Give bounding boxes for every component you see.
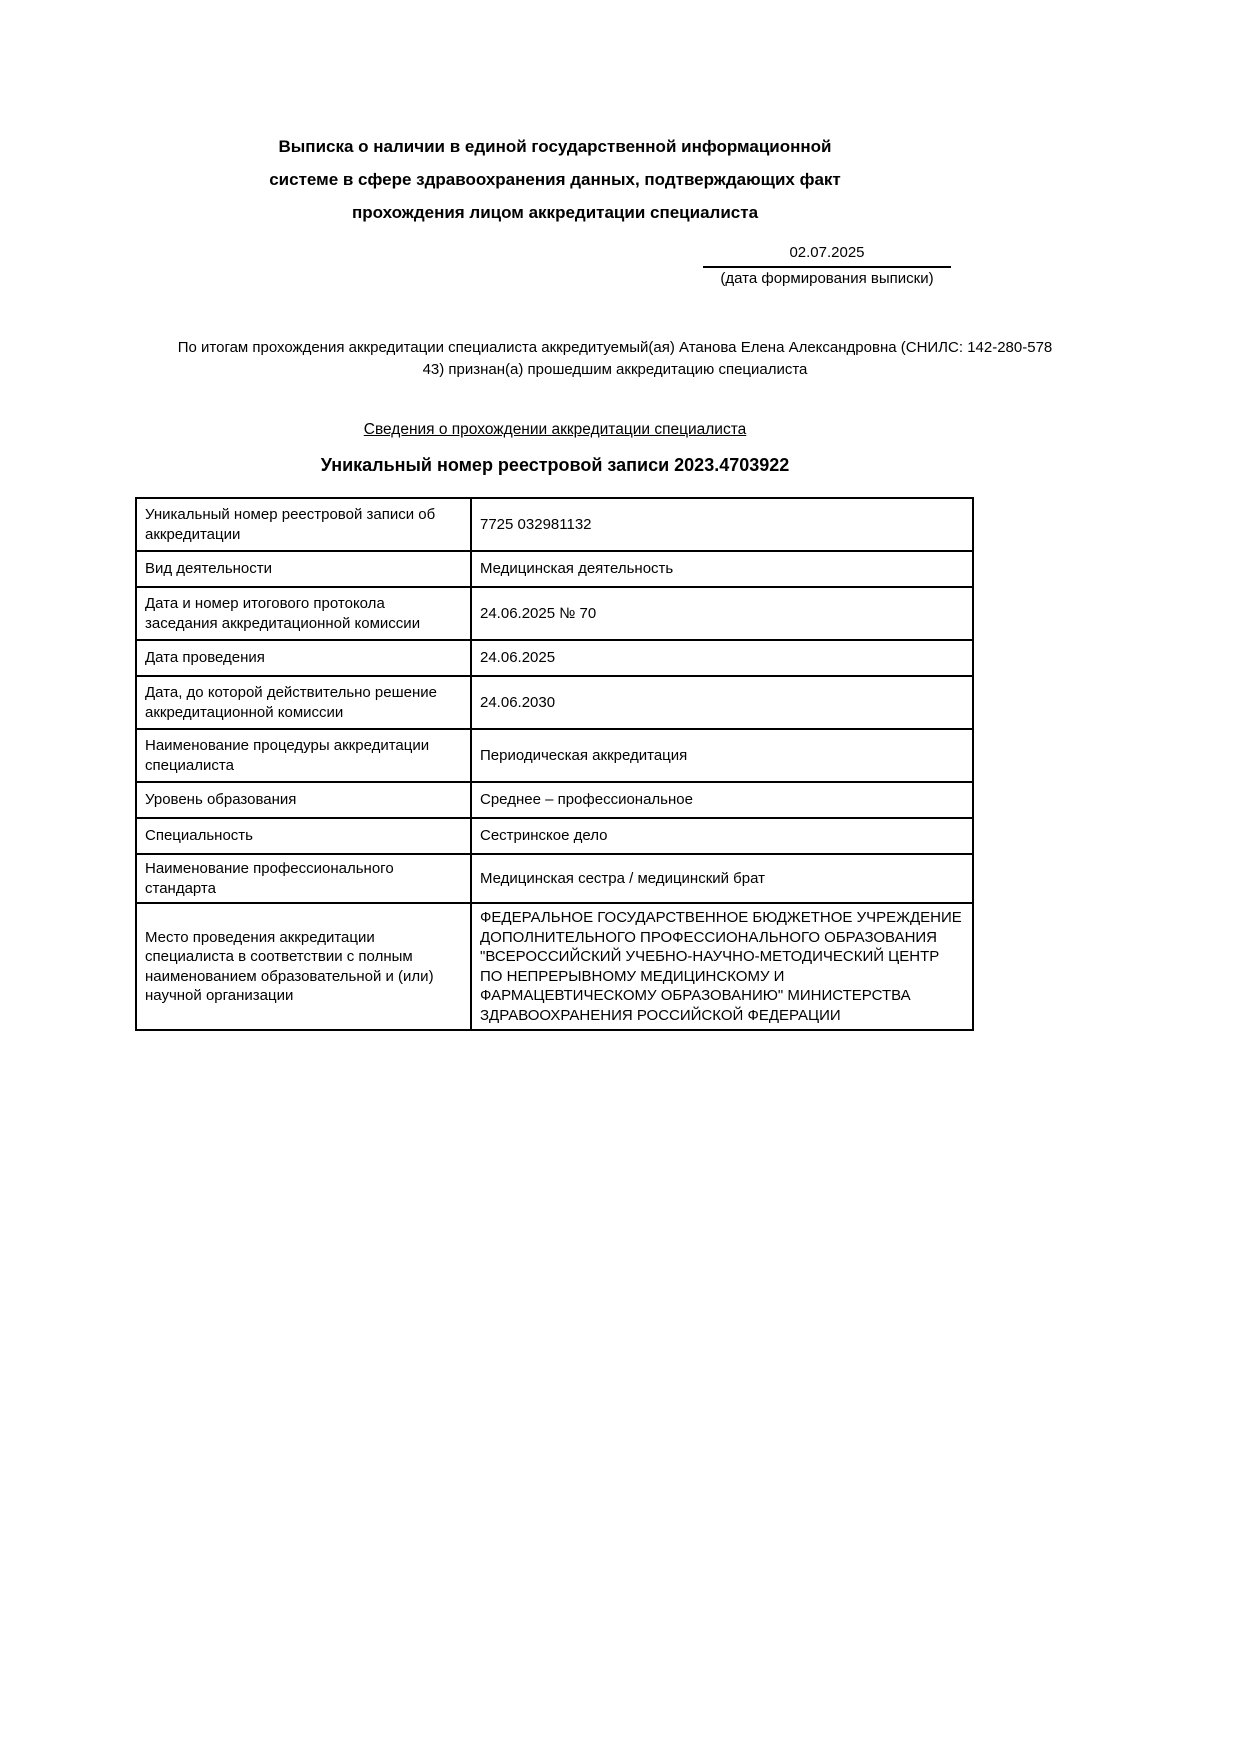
row-label: Дата и номер итогового протокола заседания аккредитационной комиссии [136,587,471,640]
table-row [136,551,973,587]
row-label: Наименование профессионального стандарта [136,854,471,903]
row-label: Специальность [136,818,471,854]
row-value: 24.06.2025 [471,640,973,676]
generation-date-value: 02.07.2025 [703,243,951,268]
row-value: 24.06.2025 № 70 [471,587,973,640]
row-value: Среднее – профессиональное [471,782,973,818]
summary-line: 43) признан(а) прошедшим аккредитацию специалиста [422,361,808,378]
row-label: Наименование процедуры аккредитации специалиста [136,729,471,782]
accreditation-table [135,497,974,1031]
row-label: Дата, до которой действительно решение аккредитационной комиссии [136,676,471,729]
row-value: Медицинская сестра / медицинский брат [471,854,973,903]
table-row [136,903,973,1030]
generation-date-caption: (дата формирования выписки) [720,270,934,287]
row-value: Сестринское дело [471,818,973,854]
row-label: Уникальный номер реестровой записи об аккредитации [136,498,471,551]
table-row [136,587,973,640]
document-title-line: прохождения лицом аккредитации специалиста [351,203,759,222]
row-label: Вид деятельности [136,551,471,587]
table-row [136,854,973,903]
summary-paragraph [145,337,1085,381]
row-label: Место проведения аккредитации специалиста в соответствии с полным наименованием образовательной и (или) научной организации [136,903,471,1030]
row-label: Уровень образования [136,782,471,818]
row-value: 7725 032981132 [471,498,973,551]
section-heading: Сведения о прохождении аккредитации специалиста [363,421,747,438]
table-row [136,640,973,676]
row-value: 24.06.2030 [471,676,973,729]
row-label: Дата проведения [136,640,471,676]
row-value: ФЕДЕРАЛЬНОЕ ГОСУДАРСТВЕННОЕ БЮДЖЕТНОЕ УЧРЕЖДЕНИЕ ДОПОЛНИТЕЛЬНОГО ПРОФЕССИОНАЛЬНОГО ОБРАЗОВАНИЯ "ВСЕРОССИЙСКИЙ УЧЕБНО-НАУЧНО-МЕТОДИЧЕСКИЙ ЦЕНТР ПО НЕПРЕРЫВНОМУ МЕДИЦИНСКОМУ И ФАРМАЦЕВТИЧЕСКОМУ ОБРАЗОВАНИЮ" МИНИСТЕРСТВА ЗДРАВООХРАНЕНИЯ РОССИЙСКОЙ ФЕДЕРАЦИИ [471,903,973,1030]
summary-line: По итогам прохождения аккредитации специалиста аккредитуемый(ая) Атанова Елена Александровна (СНИЛС: 142-280-578 [177,339,1053,356]
registry-heading: Уникальный номер реестровой записи 2023.4703922 [320,455,790,475]
document-title [135,130,975,229]
table-row [136,818,973,854]
document-title-line: системе в сфере здравоохранения данных, подтверждающих факт [269,170,841,189]
row-value: Медицинская деятельность [471,551,973,587]
table-row [136,729,973,782]
table-row [136,676,973,729]
generation-date-block [703,243,951,289]
row-value: Периодическая аккредитация [471,729,973,782]
document-title-line: Выписка о наличии в единой государственной информационной [278,137,832,156]
table-row [136,782,973,818]
table-row [136,498,973,551]
